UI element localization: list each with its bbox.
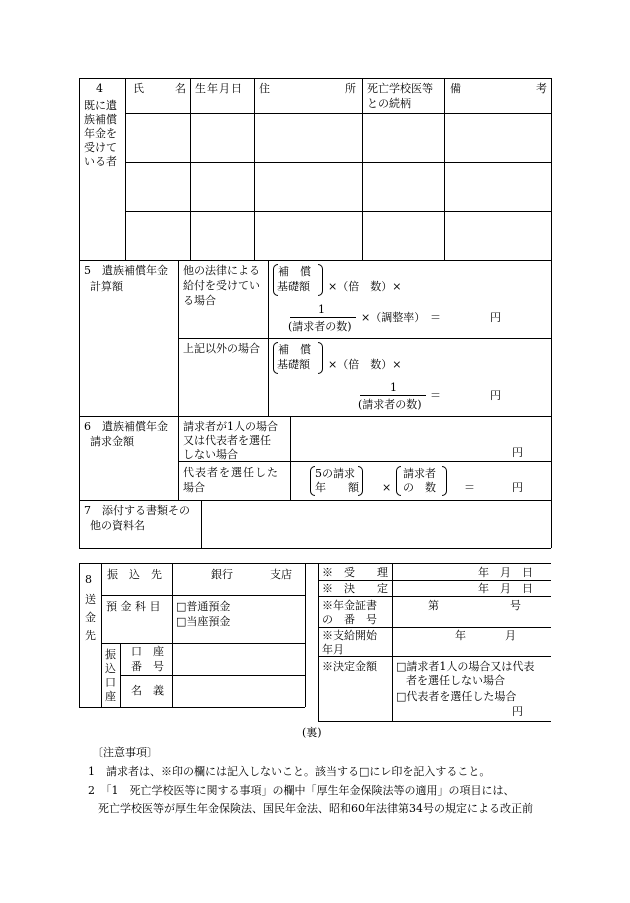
yen-unit: 円 xyxy=(490,311,501,324)
note-item-2-cont: 死亡学校医等が厚生年金保険法、国民年金法、昭和60年法律第34号の規定による改正前 xyxy=(98,802,533,815)
label-char: 金 xyxy=(85,611,96,624)
bank-label: 銀行 xyxy=(211,568,233,581)
grid-line xyxy=(254,78,255,260)
grid-line xyxy=(101,595,305,596)
label-char: 送 xyxy=(85,593,96,606)
transfer-to-label: 振 込 先 xyxy=(107,568,162,581)
annual-claim-label-2: 年 額 xyxy=(315,481,359,494)
col-address-1: 住 xyxy=(259,82,270,95)
label-char: 込 xyxy=(105,662,116,675)
section-5-title-2: 計算額 xyxy=(90,280,123,293)
equals-sign: ＝ xyxy=(464,481,475,494)
representative-checkbox[interactable]: □代表者を選任した場合 xyxy=(396,690,517,703)
compensation-label: 補 償 xyxy=(278,343,311,356)
account-name-label: 名 義 xyxy=(131,684,164,697)
label-char: 振 xyxy=(105,648,116,661)
grid-line xyxy=(101,643,305,644)
grid-line xyxy=(120,643,121,707)
grid-line xyxy=(79,563,305,564)
grid-line xyxy=(444,78,445,260)
table-border-left xyxy=(79,78,80,548)
equals-sign: ＝ xyxy=(430,311,441,324)
fraction-numerator: 1 xyxy=(390,381,397,394)
case1-label-3: る場合 xyxy=(183,294,216,307)
table-border-top xyxy=(79,78,551,79)
case1-label-1: 請求者が1人の場合 xyxy=(183,420,278,433)
grid-line xyxy=(79,500,551,501)
fraction-numerator: 1 xyxy=(318,303,325,316)
grid-line xyxy=(79,416,551,417)
col-birthdate: 生年月日 xyxy=(195,82,243,95)
bracket-right xyxy=(318,342,323,374)
account-type-label: 預 金 科 目 xyxy=(106,600,161,613)
section-4-label xyxy=(84,99,124,169)
grid-line xyxy=(290,416,291,500)
section-5-title-1: 5 遺族補償年金 xyxy=(84,264,168,277)
single-claimant-checkbox-cont: 者を選任しない場合 xyxy=(406,674,505,687)
note-item-2: 2 「1 死亡学校医等に関する事項」の欄中「厚生年金保険法等の適用」の項目には、 xyxy=(88,784,515,797)
col-remarks-1: 備 xyxy=(450,82,461,95)
section-6-title-2: 請求金額 xyxy=(90,435,134,448)
grid-line xyxy=(392,563,393,721)
grid-line xyxy=(125,113,551,114)
multiplier-expression: ×（倍 数）× xyxy=(328,358,402,371)
grid-line xyxy=(201,500,202,548)
base-amount-label: 基礎額 xyxy=(277,280,310,293)
grid-line xyxy=(318,580,551,581)
col-relationship-1: 死亡学校医等 xyxy=(367,82,433,95)
bracket-right xyxy=(318,264,323,296)
times-sign: × xyxy=(382,481,392,494)
fraction-denominator: (請求者の数) xyxy=(288,320,352,333)
table-border-right xyxy=(551,78,552,548)
yen-unit: 円 xyxy=(512,705,523,718)
case2-label-2: 場合 xyxy=(183,481,205,494)
adjustment-rate: ×（調整率） xyxy=(361,311,426,324)
grid-line xyxy=(305,563,306,707)
grid-line xyxy=(125,162,551,163)
grid-line xyxy=(190,78,191,260)
pension-cert-label-2: の 番 号 xyxy=(322,613,377,626)
col-remarks-2: 考 xyxy=(536,82,547,95)
case1-label-2: 給付を受けてい xyxy=(183,279,260,292)
notes-title: 〔注意事項〕 xyxy=(92,746,158,759)
equals-sign: ＝ xyxy=(430,389,441,402)
grid-line xyxy=(178,461,551,462)
col-address-2: 所 xyxy=(345,82,356,95)
yen-unit: 円 xyxy=(490,389,501,402)
grid-line xyxy=(362,78,363,260)
fraction-denominator: (請求者の数) xyxy=(358,398,422,411)
grid-line xyxy=(178,338,551,339)
bracket-right xyxy=(442,466,447,496)
col-name-1: 氏 xyxy=(133,82,144,95)
current-deposit-checkbox[interactable]: □当座預金 xyxy=(176,615,231,628)
grid-line xyxy=(120,675,305,676)
grid-line xyxy=(79,260,551,261)
label-char: 先 xyxy=(85,629,96,642)
grid-line xyxy=(79,563,80,707)
month-unit: 月 xyxy=(505,629,516,642)
label-line: いる者 xyxy=(84,155,117,168)
section-7-title-1: 7 添付する書類その xyxy=(84,504,190,517)
transfer-account-label xyxy=(105,648,119,704)
account-number-label-2: 番 号 xyxy=(131,660,164,673)
back-page-label: (裏) xyxy=(302,726,322,739)
label-char: 口 xyxy=(105,676,116,689)
section-7-title-2: 他の資料名 xyxy=(90,519,145,532)
section-number: 4 xyxy=(96,82,103,95)
year-unit: 年 xyxy=(455,629,466,642)
case1-label-2: 又は代表者を選任 xyxy=(183,434,271,447)
label-line: 既に遺 xyxy=(84,99,117,112)
fraction-line xyxy=(290,317,356,318)
multiplier-expression: ×（倍 数）× xyxy=(328,280,402,293)
case1-label-1: 他の法律による xyxy=(183,264,260,277)
cert-dai: 第 xyxy=(428,599,439,612)
yen-unit: 円 xyxy=(512,481,523,494)
branch-label: 支店 xyxy=(270,568,292,581)
col-name-2: 名 xyxy=(175,82,186,95)
grid-line xyxy=(318,596,551,597)
decision-amount-label: ※決定金額 xyxy=(322,660,377,673)
label-line: 年金を xyxy=(84,127,117,140)
grid-line xyxy=(318,563,319,721)
decided-label: ※ 決 定 xyxy=(322,582,388,595)
pension-cert-label-1: ※年金証書 xyxy=(322,599,377,612)
bracket-left xyxy=(396,466,401,496)
grid-line xyxy=(79,707,305,708)
grid-line xyxy=(178,260,179,416)
annual-claim-label-1: 5の請求 xyxy=(315,467,355,480)
claimants-label-1: 請求者 xyxy=(403,467,436,480)
grid-line xyxy=(178,416,179,500)
grid-line xyxy=(79,548,551,549)
grid-line xyxy=(101,563,102,707)
grid-line xyxy=(125,211,551,212)
note-item-1: 1 請求者は、※印の欄には記入しないこと。該当する□にレ印を記入すること。 xyxy=(88,765,491,778)
grid-line xyxy=(318,563,551,564)
base-amount-label: 基礎額 xyxy=(277,358,310,371)
account-number-label-1: 口 座 xyxy=(131,645,164,658)
grid-line xyxy=(318,627,551,628)
grid-line xyxy=(318,721,551,722)
case2-label: 上記以外の場合 xyxy=(183,342,260,355)
payment-start-label-1: ※支給開始 xyxy=(322,629,377,642)
grid-line xyxy=(125,78,126,260)
yen-unit: 円 xyxy=(512,446,523,459)
section-6-title-1: 6 遺族補償年金 xyxy=(84,420,168,433)
fraction-line xyxy=(360,395,426,396)
remittance-label xyxy=(85,591,99,645)
compensation-label: 補 償 xyxy=(278,265,311,278)
case2-label-1: 代表者を選任した xyxy=(183,466,279,479)
col-relationship-2: との続柄 xyxy=(367,97,411,110)
received-date: 年 月 日 xyxy=(478,566,533,579)
label-char: 座 xyxy=(105,690,116,703)
cert-go: 号 xyxy=(510,599,521,612)
grid-line xyxy=(172,563,173,707)
received-label: ※ 受 理 xyxy=(322,566,388,579)
label-line: 族補償 xyxy=(84,113,117,126)
single-claimant-checkbox[interactable]: □請求者1人の場合又は代表 xyxy=(396,660,535,673)
payment-start-label-2: 年月 xyxy=(322,643,344,656)
grid-line xyxy=(318,656,551,657)
grid-line xyxy=(268,260,269,416)
label-line: 受けて xyxy=(84,141,117,154)
case1-label-3: しない場合 xyxy=(183,448,238,461)
ordinary-deposit-checkbox[interactable]: □普通預金 xyxy=(176,600,231,613)
decided-date: 年 月 日 xyxy=(478,582,533,595)
section-number: 8 xyxy=(85,573,92,586)
claimants-label-2: の 数 xyxy=(403,481,436,494)
